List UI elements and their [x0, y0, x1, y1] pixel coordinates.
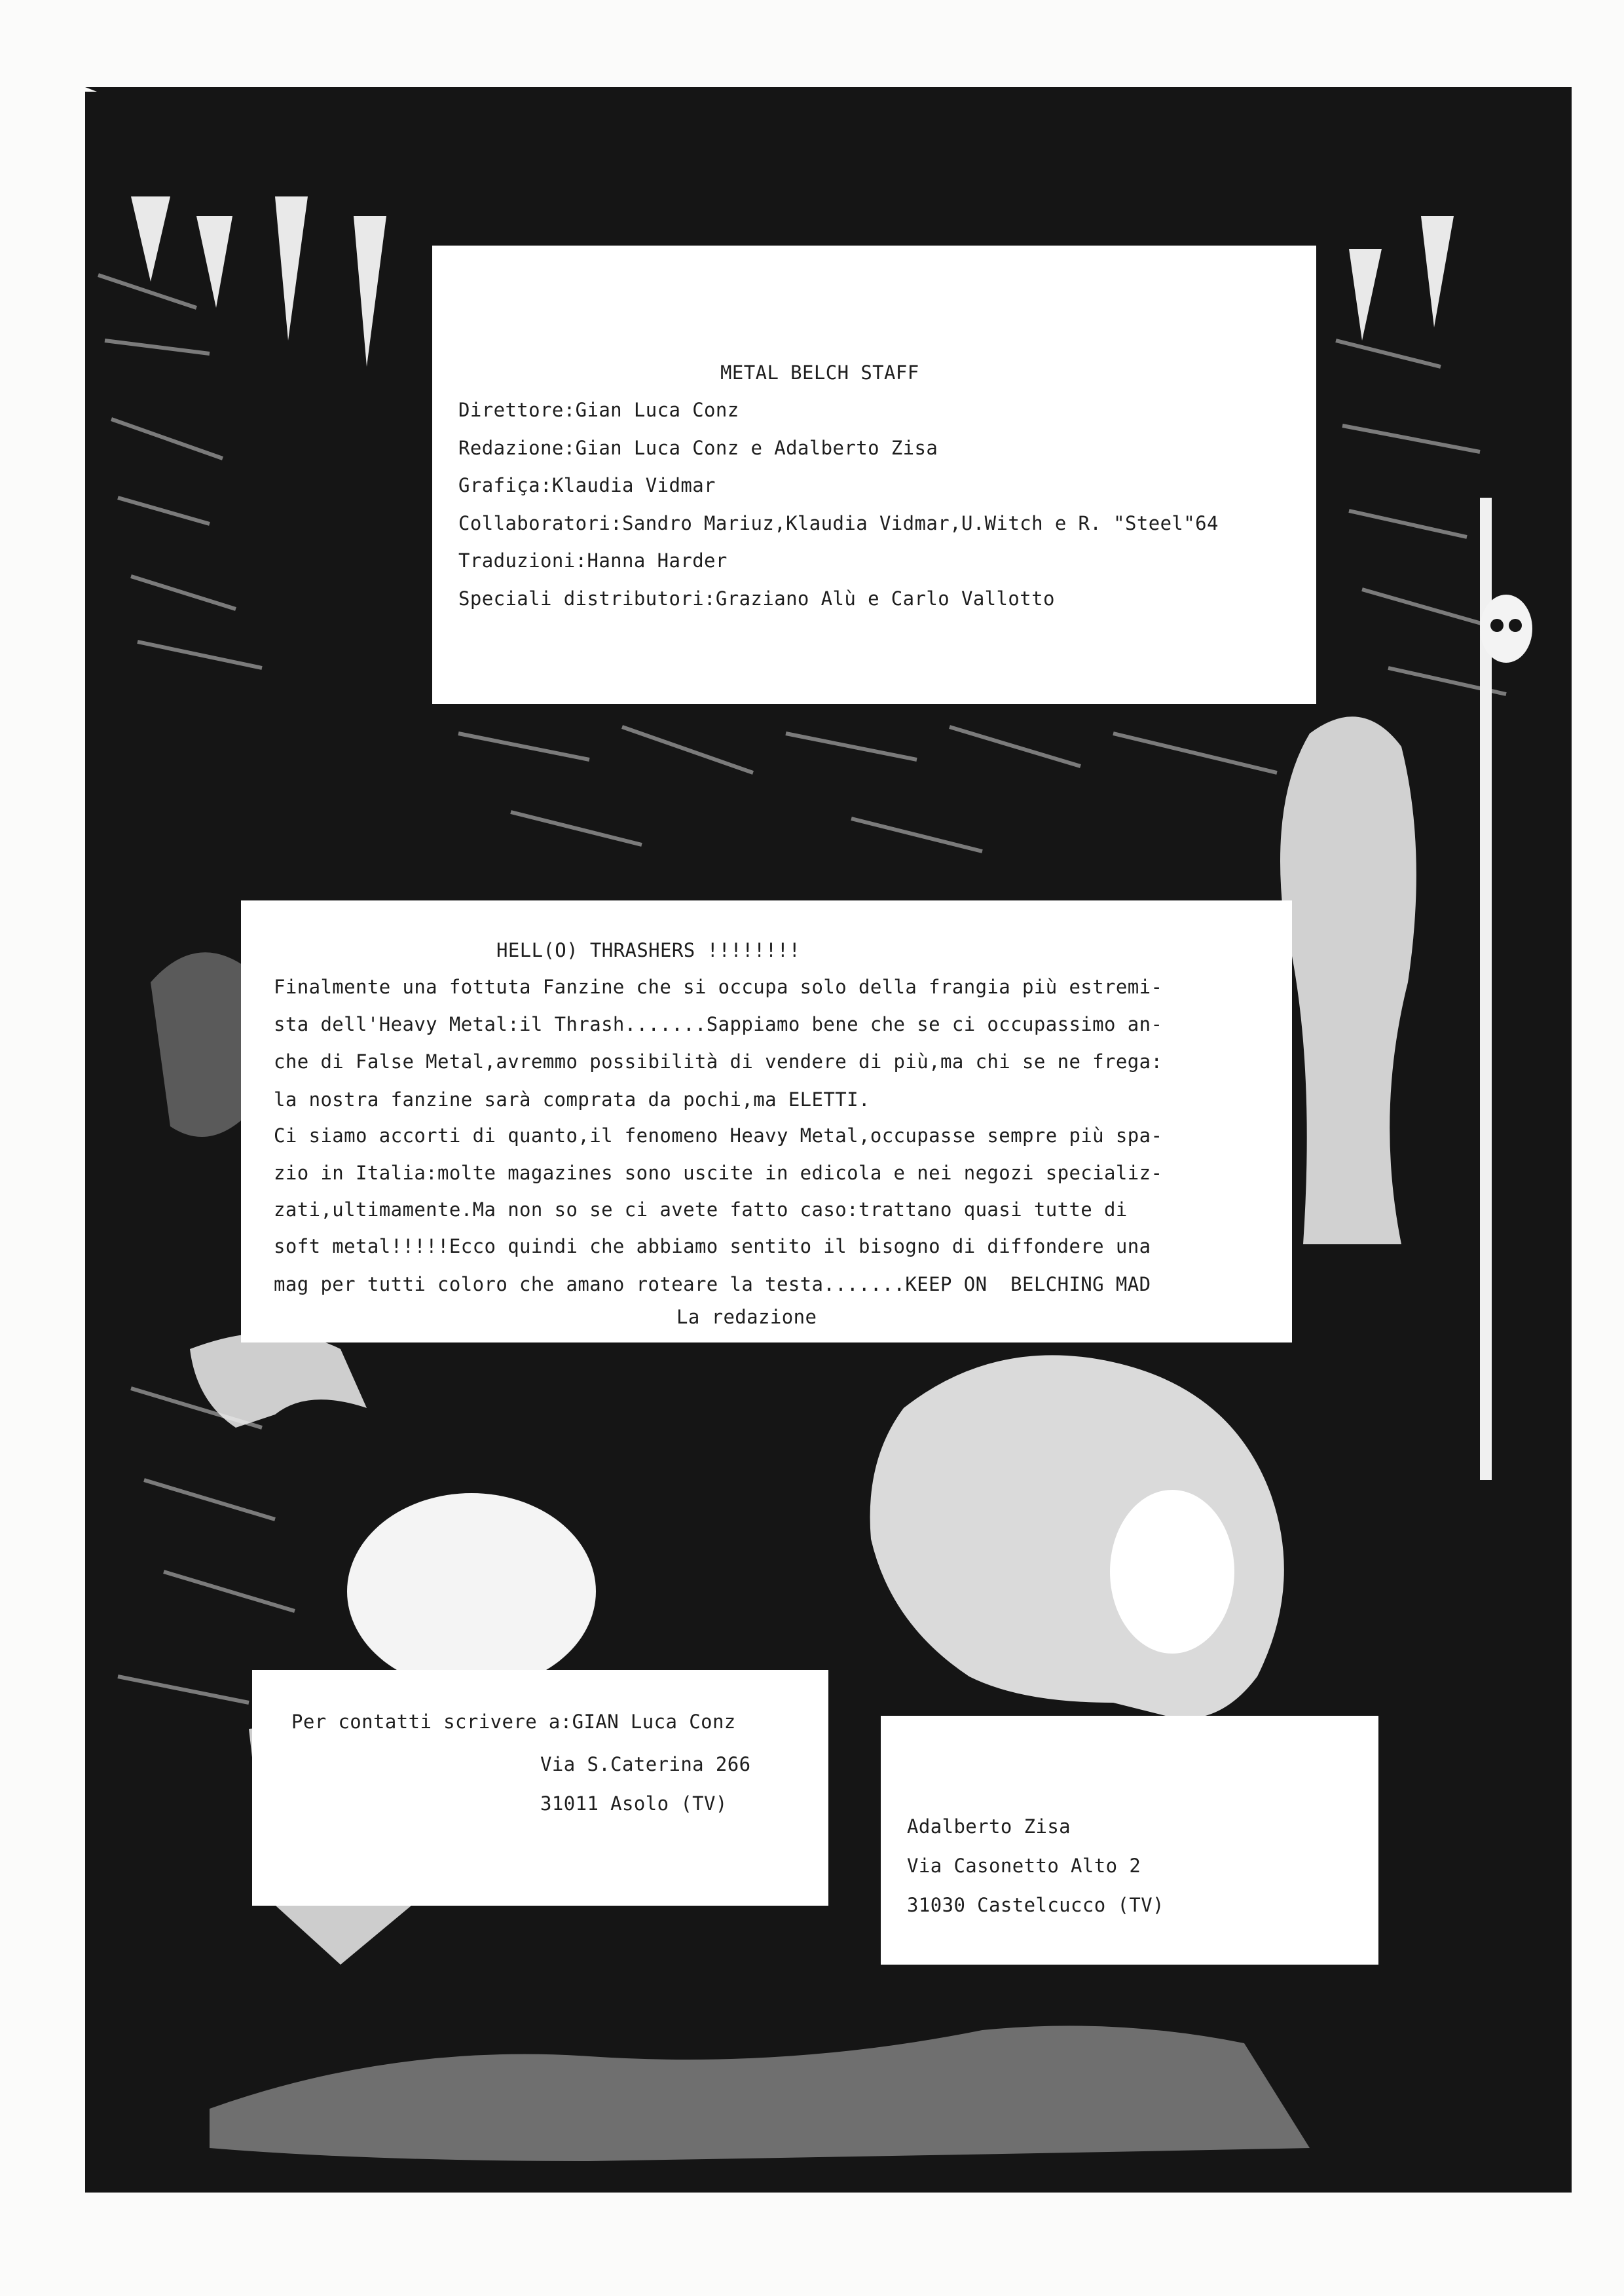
boulder	[347, 1493, 596, 1690]
woman-face	[1110, 1490, 1234, 1654]
contact-address2-street: Via Casonetto Alto 2	[907, 1855, 1141, 1877]
editorial-line: la nostra fanzine sarà comprata da pochi,ma ELETTI.	[274, 1088, 870, 1111]
staff-title: METAL BELCH STAFF	[720, 361, 919, 384]
staff-box	[432, 246, 1316, 704]
editorial-line: che di False Metal,avremmo possibilità di vendere di più,ma chi se ne frega:	[274, 1050, 1163, 1073]
staff-line-redazione: Redazione:Gian Luca Conz e Adalberto Zisa	[458, 437, 938, 459]
editorial-line: zio in Italia:molte magazines sono uscite in edicola e nei negozi specializ-	[274, 1162, 1163, 1184]
staff-line-traduzioni: Traduzioni:Hanna Harder	[458, 549, 728, 572]
staff-line-collaboratori: Collaboratori:Sandro Mariuz,Klaudia Vidmar,U.Witch e R. "Steel"64	[458, 512, 1219, 534]
staff-line-distributori: Speciali distributori:Graziano Alù e Carlo Vallotto	[458, 587, 1055, 610]
editorial-title: HELL(O) THRASHERS !!!!!!!!	[496, 939, 801, 961]
contact-box-conz	[252, 1670, 828, 1906]
contact-address2-city: 31030 Castelcucco (TV)	[907, 1894, 1164, 1916]
editorial-line: sta dell'Heavy Metal:il Thrash.......Sappiamo bene che se ci occupassimo an-	[274, 1013, 1163, 1035]
staff-line-direttore: Direttore:Gian Luca Conz	[458, 399, 739, 421]
contact-intro: Per contatti scrivere a:GIAN Luca Conz	[291, 1711, 736, 1733]
contact-address2-name: Adalberto Zisa	[907, 1815, 1071, 1838]
editorial-line: Finalmente una fottuta Fanzine che si occupa solo della frangia più estremi-	[274, 976, 1163, 998]
editorial-line: zati,ultimamente.Ma non so se ci avete fatto caso:trattano quasi tutte di	[274, 1198, 1128, 1221]
contact-address1-city: 31011 Asolo (TV)	[540, 1792, 728, 1815]
editorial-line: Ci siamo accorti di quanto,il fenomeno Heavy Metal,occupasse sempre più spa-	[274, 1124, 1163, 1147]
contact-box-zisa	[881, 1716, 1378, 1965]
staff-line-grafica: Grafiça:Klaudia Vidmar	[458, 474, 716, 496]
editorial-line: soft metal!!!!!Ecco quindi che abbiamo sentito il bisogno di diffondere una	[274, 1235, 1151, 1257]
editorial-line: mag per tutti coloro che amano roteare la testa.......KEEP ON BELCHING MAD	[274, 1273, 1151, 1295]
editorial-box	[241, 900, 1292, 1342]
editorial-signature: La redazione	[676, 1306, 817, 1328]
contact-address1-street: Via S.Caterina 266	[540, 1753, 751, 1775]
